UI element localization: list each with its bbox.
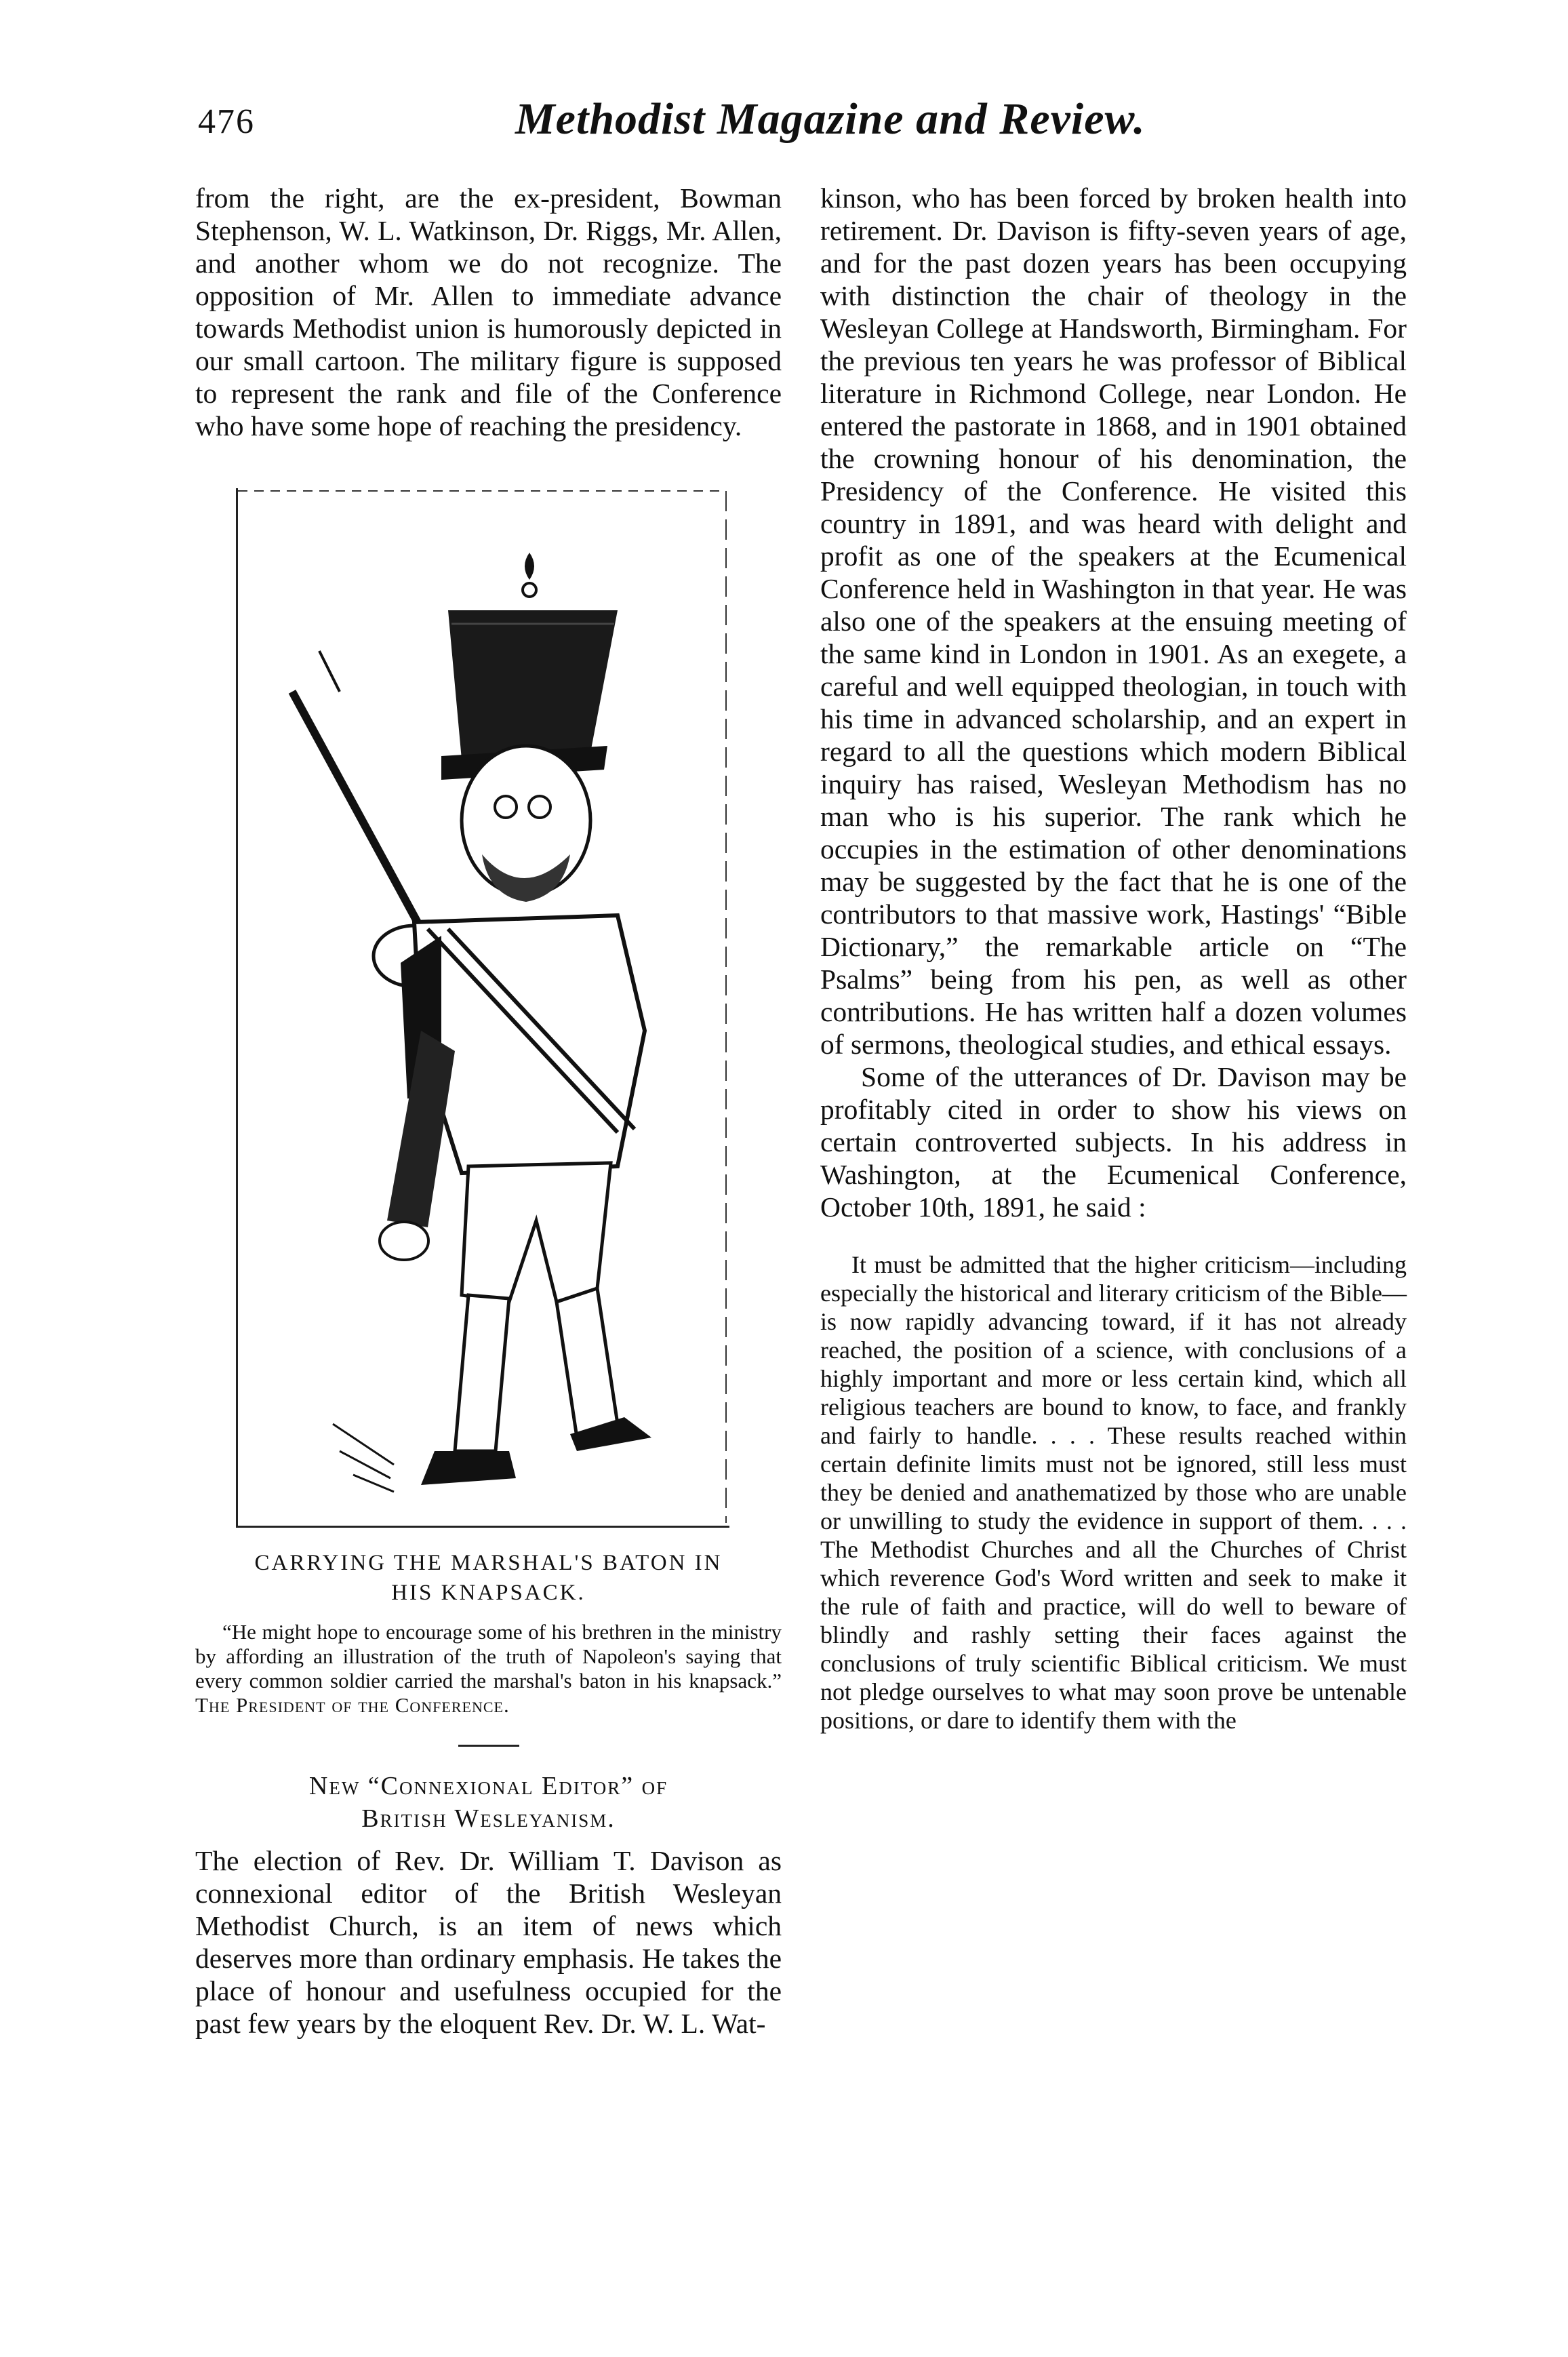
figure-caption [195, 1548, 782, 1608]
right-paragraph-2: Some of the utterances of Dr. Davison may be profitably cited in order to show his views on certain controverted subjects. In his address in Washington, at the Ecumenical Conference, October 10th, 1891, he said : [820, 1061, 1407, 1223]
figure-quote-block [195, 1620, 782, 1718]
figure-attribution: The President of the Conference. [195, 1693, 510, 1717]
section-heading-line-1: New “Connexional Editor” of [308, 1772, 668, 1800]
soldier-cartoon-illustration [238, 488, 729, 1526]
section-heading [195, 1770, 782, 1835]
davison-quote: It must be admitted that the higher criticism—including especially the historical and literary criticism of the Bible—is now rapidly advancing toward, if it has not already reached, the position of a science, with conclusions of a highly important and more or less certain kind, which all religious teachers are bound to know, to face, and frankly and fairly to handle. . . . These results reached within certain definite limits must not be ignored, still less must they be denied and anathematized by those who are unable or unwilling to study the evidence in support of them. . . . The Methodist Churches and all the Churches of Christ which reverence God's Word written and seek to make it the rule of faith and practice, will do well to beware of blindly and rashly setting their faces against the conclusions of truly scientific Biblical criticism. We must not pledge ourselves to what may soon prove be untenable positions, or dare to identify them with the [820, 1251, 1407, 1734]
caption-line-2: HIS KNAPSACK. [391, 1581, 586, 1605]
page-number: 476 [198, 102, 255, 141]
figure-quote: “He might hope to encourage some of his brethren in the ministry by affording an illustration of the truth of Napoleon's saying that every common soldier carried the marshal's baton in his knapsack.” [195, 1620, 782, 1692]
section-heading-line-2: British Wesleyanism. [361, 1804, 616, 1833]
right-column [820, 182, 1407, 1735]
section-separator [458, 1745, 519, 1747]
cartoon-figure [236, 488, 729, 1528]
left-paragraph-1: from the right, are the ex-president, Bowman Stephenson, W. L. Watkinson, Dr. Riggs, Mr. Allen, and another whom we do not recognize. The opposition of Mr. Allen to immediate advance towards Methodist union is humorously depicted in our small cartoon. The military figure is supposed to represent the rank and file of the Conference who have some hope of reaching the presidency. [195, 182, 782, 441]
right-paragraph-1: kinson, who has been forced by broken health into retirement. Dr. Davison is fifty-seven years of age, and for the past dozen years has been occupying with distinction the chair of theology in the Wesleyan College at Handsworth, Birmingham. For the previous ten years he was professor of Biblical literature in Richmond College, near London. He entered the pastorate in 1868, and in 1901 obtained the crowning honour of his denomination, the Presidency of the Conference. He visited this country in 1891, and was heard with delight and profit as one of the speakers at the Ecumenical Conference held in Washington in that year. He was also one of the speakers at the ensuing meeting of the same kind in London in 1901. As an exegete, a careful and well equipped theologian, in touch with his time in advanced scholarship, and an expert in regard to all the questions which modern Biblical inquiry has raised, Wesleyan Methodism has no man who is his superior. The rank which he occupies in the estimation of other denominations may be suggested by the fact that he is one of the contributors to that massive work, Hastings' “Bible Dictionary,” the remarkable article on “The Psalms” being from his pen, as well as other contributions. He has written half a dozen volumes of sermons, theological studies, and ethical essays. [820, 182, 1407, 1060]
left-paragraph-2: The election of Rev. Dr. William T. Davison as connexional editor of the British Wesleyan Methodist Church, is an item of news which deserves more than ordinary emphasis. He takes the place of honour and usefulness occupied for the past few years by the eloquent Rev. Dr. W. L. Wat- [195, 1845, 782, 2039]
running-title: Methodist Magazine and Review. [515, 94, 1146, 144]
left-column [195, 182, 782, 2040]
caption-line-1: CARRYING THE MARSHAL'S BATON IN [254, 1551, 723, 1575]
